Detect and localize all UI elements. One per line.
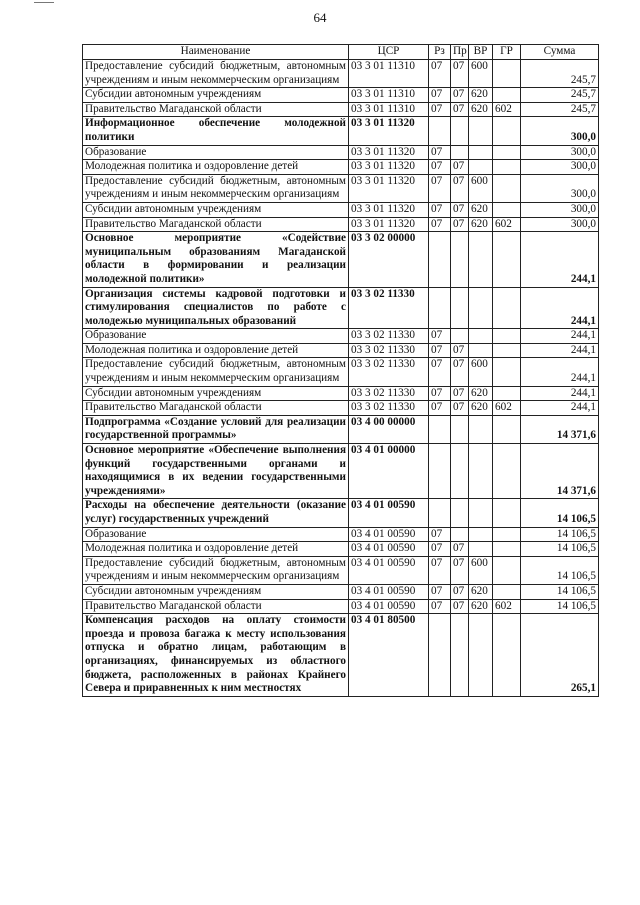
cell-sum: 300,0 xyxy=(521,202,599,217)
table-row xyxy=(83,88,599,103)
table-row xyxy=(83,358,599,386)
table-row xyxy=(83,584,599,599)
cell-vr xyxy=(469,444,493,499)
cell-gr: 602 xyxy=(493,102,521,117)
table-row xyxy=(83,499,599,527)
cell-pr: 07 xyxy=(451,584,469,599)
cell-vr xyxy=(469,145,493,160)
cell-sum: 300,0 xyxy=(521,145,599,160)
cell-rz: 07 xyxy=(429,599,451,614)
cell-vr: 600 xyxy=(469,174,493,202)
cell-sum: 300,0 xyxy=(521,160,599,175)
cell-name: Молодежная политика и оздоровление детей xyxy=(83,542,349,557)
cell-rz: 07 xyxy=(429,217,451,232)
cell-vr xyxy=(469,160,493,175)
cell-csr: 03 3 02 11330 xyxy=(349,287,429,329)
table-row xyxy=(83,542,599,557)
cell-pr xyxy=(451,117,469,145)
cell-gr xyxy=(493,117,521,145)
cell-csr: 03 3 01 11320 xyxy=(349,174,429,202)
cell-pr xyxy=(451,415,469,443)
cell-vr: 620 xyxy=(469,599,493,614)
cell-gr xyxy=(493,202,521,217)
cell-sum: 244,1 xyxy=(521,343,599,358)
cell-vr xyxy=(469,343,493,358)
cell-sum: 14 106,5 xyxy=(521,556,599,584)
cell-sum: 300,0 xyxy=(521,117,599,145)
cell-name: Образование xyxy=(83,527,349,542)
cell-name: Правительство Магаданской области xyxy=(83,599,349,614)
cell-gr: 602 xyxy=(493,217,521,232)
cell-rz: 07 xyxy=(429,386,451,401)
header-sum: Сумма xyxy=(521,45,599,60)
cell-sum: 14 371,6 xyxy=(521,415,599,443)
header-csr: ЦСР xyxy=(349,45,429,60)
cell-sum: 244,1 xyxy=(521,232,599,287)
table-row xyxy=(83,329,599,344)
cell-csr: 03 4 01 00590 xyxy=(349,542,429,557)
table-row xyxy=(83,102,599,117)
cell-rz: 07 xyxy=(429,60,451,88)
cell-csr: 03 4 01 80500 xyxy=(349,614,429,697)
cell-vr xyxy=(469,287,493,329)
cell-name: Субсидии автономным учреждениям xyxy=(83,88,349,103)
cell-vr: 620 xyxy=(469,584,493,599)
cell-name: Предоставление субсидий бюджетным, автономным учреждениям и иным некоммерческим организациям xyxy=(83,60,349,88)
table-row xyxy=(83,174,599,202)
cell-pr: 07 xyxy=(451,343,469,358)
cell-name: Молодежная политика и оздоровление детей xyxy=(83,343,349,358)
cell-gr xyxy=(493,174,521,202)
cell-rz xyxy=(429,232,451,287)
cell-pr xyxy=(451,614,469,697)
cell-vr xyxy=(469,329,493,344)
cell-pr xyxy=(451,329,469,344)
table-row xyxy=(83,386,599,401)
table-row xyxy=(83,117,599,145)
cell-csr: 03 4 00 00000 xyxy=(349,415,429,443)
cell-sum: 265,1 xyxy=(521,614,599,697)
cell-rz: 07 xyxy=(429,202,451,217)
cell-csr: 03 3 01 11320 xyxy=(349,217,429,232)
cell-pr xyxy=(451,145,469,160)
cell-rz xyxy=(429,117,451,145)
cell-gr xyxy=(493,60,521,88)
table-row xyxy=(83,202,599,217)
cell-sum: 245,7 xyxy=(521,88,599,103)
cell-csr: 03 4 01 00590 xyxy=(349,527,429,542)
cell-csr: 03 3 02 11330 xyxy=(349,343,429,358)
cell-gr xyxy=(493,542,521,557)
cell-sum: 244,1 xyxy=(521,329,599,344)
cell-sum: 14 106,5 xyxy=(521,499,599,527)
cell-rz: 07 xyxy=(429,584,451,599)
cell-vr: 600 xyxy=(469,358,493,386)
cell-sum: 14 371,6 xyxy=(521,444,599,499)
cell-name: Правительство Магаданской области xyxy=(83,102,349,117)
cell-vr xyxy=(469,527,493,542)
cell-gr xyxy=(493,386,521,401)
cell-name: Субсидии автономным учреждениям xyxy=(83,584,349,599)
cell-name: Подпрограмма «Создание условий для реализации государственной программы» xyxy=(83,415,349,443)
cell-csr: 03 3 02 00000 xyxy=(349,232,429,287)
cell-pr: 07 xyxy=(451,102,469,117)
table-header-row xyxy=(83,45,599,60)
cell-name: Правительство Магаданской области xyxy=(83,217,349,232)
cell-pr: 07 xyxy=(451,556,469,584)
cell-csr: 03 3 01 11320 xyxy=(349,117,429,145)
cell-gr xyxy=(493,343,521,358)
cell-csr: 03 4 01 00590 xyxy=(349,556,429,584)
cell-vr xyxy=(469,542,493,557)
table-row xyxy=(83,232,599,287)
cell-sum: 245,7 xyxy=(521,60,599,88)
cell-csr: 03 3 01 11310 xyxy=(349,102,429,117)
cell-pr: 07 xyxy=(451,88,469,103)
budget-table xyxy=(82,44,599,697)
cell-pr: 07 xyxy=(451,358,469,386)
cell-sum: 244,1 xyxy=(521,358,599,386)
cell-sum: 244,1 xyxy=(521,287,599,329)
cell-name: Предоставление субсидий бюджетным, автономным учреждениям и иным некоммерческим организациям xyxy=(83,174,349,202)
cell-rz: 07 xyxy=(429,174,451,202)
header-name: Наименование xyxy=(83,45,349,60)
cell-rz: 07 xyxy=(429,542,451,557)
table-row xyxy=(83,599,599,614)
cell-pr xyxy=(451,499,469,527)
cell-rz: 07 xyxy=(429,401,451,416)
header-pr: Пр xyxy=(451,45,469,60)
cell-pr: 07 xyxy=(451,174,469,202)
cell-sum: 244,1 xyxy=(521,401,599,416)
cell-vr xyxy=(469,117,493,145)
header-vr: ВР xyxy=(469,45,493,60)
header-gr: ГР xyxy=(493,45,521,60)
cell-name: Предоставление субсидий бюджетным, автономным учреждениям и иным некоммерческим организациям xyxy=(83,556,349,584)
cell-rz xyxy=(429,499,451,527)
table-row xyxy=(83,287,599,329)
cell-gr xyxy=(493,88,521,103)
cell-gr xyxy=(493,160,521,175)
cell-rz: 07 xyxy=(429,88,451,103)
cell-pr xyxy=(451,444,469,499)
cell-vr: 600 xyxy=(469,556,493,584)
cell-gr xyxy=(493,329,521,344)
cell-pr: 07 xyxy=(451,217,469,232)
cell-rz: 07 xyxy=(429,160,451,175)
cell-rz: 07 xyxy=(429,527,451,542)
cell-name: Молодежная политика и оздоровление детей xyxy=(83,160,349,175)
cell-csr: 03 3 02 11330 xyxy=(349,358,429,386)
cell-rz xyxy=(429,415,451,443)
cell-gr xyxy=(493,415,521,443)
table-row xyxy=(83,415,599,443)
cell-pr xyxy=(451,287,469,329)
cell-name: Основное мероприятие «Обеспечение выполнения функций государственными органами и находящимися в их ведении государственными учреждениями» xyxy=(83,444,349,499)
cell-rz: 07 xyxy=(429,145,451,160)
table-row xyxy=(83,444,599,499)
cell-csr: 03 4 01 00590 xyxy=(349,599,429,614)
scan-mark xyxy=(34,2,54,3)
cell-gr xyxy=(493,444,521,499)
cell-csr: 03 3 02 11330 xyxy=(349,386,429,401)
header-rz: Рз xyxy=(429,45,451,60)
cell-sum: 14 106,5 xyxy=(521,527,599,542)
cell-vr: 620 xyxy=(469,88,493,103)
cell-vr xyxy=(469,614,493,697)
cell-vr xyxy=(469,415,493,443)
cell-name: Образование xyxy=(83,329,349,344)
cell-name: Субсидии автономным учреждениям xyxy=(83,386,349,401)
cell-gr xyxy=(493,499,521,527)
cell-vr: 620 xyxy=(469,217,493,232)
cell-csr: 03 4 01 00590 xyxy=(349,584,429,599)
table-row xyxy=(83,401,599,416)
cell-pr: 07 xyxy=(451,599,469,614)
cell-gr xyxy=(493,287,521,329)
cell-name: Информационное обеспечение молодежной политики xyxy=(83,117,349,145)
cell-name: Предоставление субсидий бюджетным, автономным учреждениям и иным некоммерческим организациям xyxy=(83,358,349,386)
cell-gr xyxy=(493,145,521,160)
cell-name: Субсидии автономным учреждениям xyxy=(83,202,349,217)
cell-sum: 14 106,5 xyxy=(521,599,599,614)
cell-gr xyxy=(493,556,521,584)
cell-csr: 03 3 01 11310 xyxy=(349,60,429,88)
cell-name: Организация системы кадровой подготовки и стимулирования специалистов по работе с молодежью муниципальных образований xyxy=(83,287,349,329)
cell-gr: 602 xyxy=(493,599,521,614)
table-row xyxy=(83,160,599,175)
cell-name: Расходы на обеспечение деятельности (оказание услуг) государственных учреждений xyxy=(83,499,349,527)
cell-rz xyxy=(429,444,451,499)
cell-sum: 14 106,5 xyxy=(521,584,599,599)
cell-pr: 07 xyxy=(451,202,469,217)
cell-name: Правительство Магаданской области xyxy=(83,401,349,416)
table-row xyxy=(83,343,599,358)
cell-rz: 07 xyxy=(429,102,451,117)
cell-vr: 620 xyxy=(469,202,493,217)
cell-gr: 602 xyxy=(493,401,521,416)
cell-pr: 07 xyxy=(451,401,469,416)
cell-rz xyxy=(429,287,451,329)
cell-csr: 03 3 01 11310 xyxy=(349,88,429,103)
cell-vr xyxy=(469,232,493,287)
cell-pr xyxy=(451,232,469,287)
cell-csr: 03 3 01 11320 xyxy=(349,145,429,160)
table-row xyxy=(83,614,599,697)
cell-vr: 600 xyxy=(469,60,493,88)
table-body xyxy=(83,60,599,697)
cell-csr: 03 4 01 00000 xyxy=(349,444,429,499)
cell-gr xyxy=(493,614,521,697)
cell-pr: 07 xyxy=(451,60,469,88)
cell-csr: 03 3 01 11320 xyxy=(349,202,429,217)
cell-csr: 03 4 01 00590 xyxy=(349,499,429,527)
cell-csr: 03 3 01 11320 xyxy=(349,160,429,175)
cell-pr: 07 xyxy=(451,160,469,175)
cell-gr xyxy=(493,358,521,386)
cell-sum: 300,0 xyxy=(521,174,599,202)
cell-gr xyxy=(493,527,521,542)
cell-csr: 03 3 02 11330 xyxy=(349,401,429,416)
cell-name: Компенсация расходов на оплату стоимости проезда и провоза багажа к месту использования отпуска и обратно лицам, работающим в организациях, финансируемых из областного бюджета, расположенных в районах Крайнего Севера и приравненных к ним местностях xyxy=(83,614,349,697)
cell-rz: 07 xyxy=(429,329,451,344)
cell-sum: 245,7 xyxy=(521,102,599,117)
cell-sum: 300,0 xyxy=(521,217,599,232)
cell-sum: 244,1 xyxy=(521,386,599,401)
cell-rz: 07 xyxy=(429,556,451,584)
table-row xyxy=(83,217,599,232)
cell-vr xyxy=(469,499,493,527)
cell-rz xyxy=(429,614,451,697)
cell-pr: 07 xyxy=(451,542,469,557)
page-number: 64 xyxy=(313,10,327,25)
cell-rz: 07 xyxy=(429,343,451,358)
table-row xyxy=(83,556,599,584)
cell-pr: 07 xyxy=(451,386,469,401)
cell-name: Образование xyxy=(83,145,349,160)
cell-vr: 620 xyxy=(469,401,493,416)
table-row xyxy=(83,145,599,160)
cell-pr xyxy=(451,527,469,542)
cell-vr: 620 xyxy=(469,102,493,117)
cell-csr: 03 3 02 11330 xyxy=(349,329,429,344)
cell-name: Основное мероприятие «Содействие муниципальным образованиям Магаданской области в формировании и реализации молодежной политики» xyxy=(83,232,349,287)
cell-gr xyxy=(493,232,521,287)
cell-rz: 07 xyxy=(429,358,451,386)
cell-sum: 14 106,5 xyxy=(521,542,599,557)
cell-vr: 620 xyxy=(469,386,493,401)
cell-gr xyxy=(493,584,521,599)
table-row xyxy=(83,527,599,542)
table-row xyxy=(83,60,599,88)
